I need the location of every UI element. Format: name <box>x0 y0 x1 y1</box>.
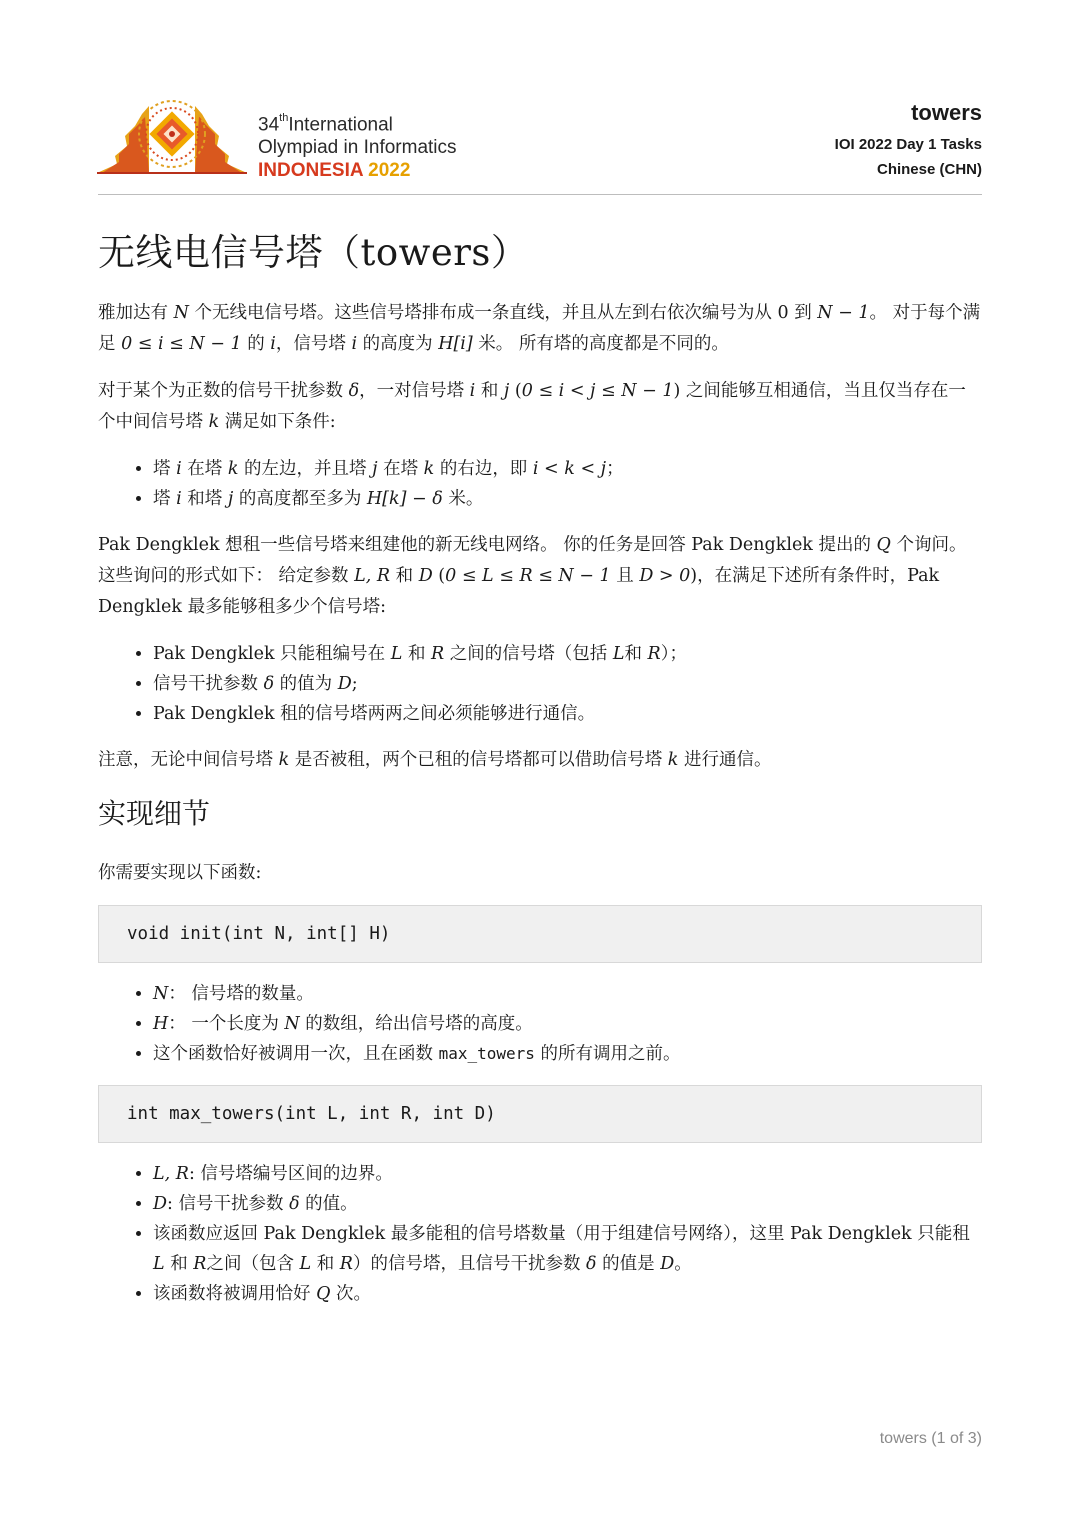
language-label: Chinese (CHN) <box>876 161 982 178</box>
page-footer: towers (1 of 3) <box>879 1430 982 1447</box>
page-title: 无线电信号塔（towers） <box>98 231 529 274</box>
header-divider <box>98 194 982 195</box>
section-title-implementation: 实现细节 <box>98 797 211 830</box>
brand-line1-rest: International <box>288 114 393 136</box>
list-item: • 该函数将被调用恰好 Q 次。 <box>153 1279 982 1309</box>
list-item: • H： 一个长度为 N 的数组，给出信号塔的高度。 <box>153 1009 982 1039</box>
init-params-list <box>98 979 982 1069</box>
code-block-max-towers: int max_towers(int L, int R, int D) <box>98 1085 982 1143</box>
max-towers-params-list <box>98 1159 982 1309</box>
list-item: • Pak Dengklek 租的信号塔两两之间必须能够进行通信。 <box>153 699 982 729</box>
list-item: • 塔 i 和塔 j 的高度都至多为 H[k] − δ 米。 <box>153 484 982 514</box>
list-item: • 塔 i 在塔 k 的左边，并且塔 j 在塔 k 的右边，即 i < k < j； <box>153 454 982 484</box>
list-item: • 信号干扰参数 δ 的值为 D; <box>153 669 982 699</box>
conditions-list <box>98 454 982 514</box>
brand-line1-sup: th <box>279 112 289 124</box>
list-item: • 这个函数恰好被调用一次，且在函数 max_towers 的所有调用之前。 <box>153 1039 982 1069</box>
contest-name: IOI 2022 Day 1 Tasks <box>834 136 982 153</box>
list-item: • 该函数应返回 Pak Dengklek 最多能租的信号塔数量（用于组建信号网络），这里 Pak Dengklek 只能租 L 和 R之间（包含 L 和 R）的信号塔，且信号干扰参数 δ 的值是 D。 <box>153 1219 982 1279</box>
paragraph-communication: 对于某个为正数的信号干扰参数 δ，一对信号塔 i 和 j (0 ≤ i < j ≤ N − 1) 之间能够互相通信，当且仅当存在一个中间信号塔 k 满足如下条件: <box>98 381 966 432</box>
document-body <box>98 222 982 1325</box>
list-item: • L, R: 信号塔编号区间的边界。 <box>153 1159 982 1189</box>
list-item: • D: 信号干扰参数 δ 的值。 <box>153 1189 982 1219</box>
ioi-logo-icon <box>97 96 247 176</box>
brand-year: 2022 <box>368 160 411 182</box>
paragraph-implement: 你需要实现以下函数: <box>98 863 262 883</box>
paragraph-note: 注意，无论中间信号塔 k 是否被租，两个已租的信号塔都可以借助信号塔 k 进行通信。 <box>98 750 772 770</box>
list-item: • N： 信号塔的数量。 <box>153 979 982 1009</box>
ioi-brand-text <box>258 109 457 182</box>
paragraph-queries: Pak Dengklek 想租一些信号塔来组建他的新无线电网络。 你的任务是回答 Pak Dengklek 提出的 Q 个询问。这些询问的形式如下： 给定参数 L, R 和 D (0 ≤ L ≤ R ≤ N − 1 且 D > 0)，在满足下述所有条件时，Pak Dengklek 最多能够租多少个信号塔: <box>98 535 967 617</box>
query-conditions-list <box>98 639 982 729</box>
task-name: towers <box>911 100 982 125</box>
header-right <box>835 100 982 182</box>
list-item: • Pak Dengklek 只能租编号在 L 和 R 之间的信号塔（包括 L和 R）； <box>153 639 982 669</box>
code-block-init: void init(int N, int[] H) <box>98 905 982 963</box>
brand-line2: Olympiad in Informatics <box>258 137 457 159</box>
brand-country: INDONESIA <box>258 160 363 182</box>
paragraph-intro: 雅加达有 N 个无线电信号塔。这些信号塔排布成一条直线，并且从左到右依次编号为从 0 到 N − 1。 对于每个满足 0 ≤ i ≤ N − 1 的 i，信号塔 i 的高度为 H[i] 米。 所有塔的高度都是不同的。 <box>98 303 981 354</box>
brand-line1-prefix: 34 <box>258 114 280 136</box>
